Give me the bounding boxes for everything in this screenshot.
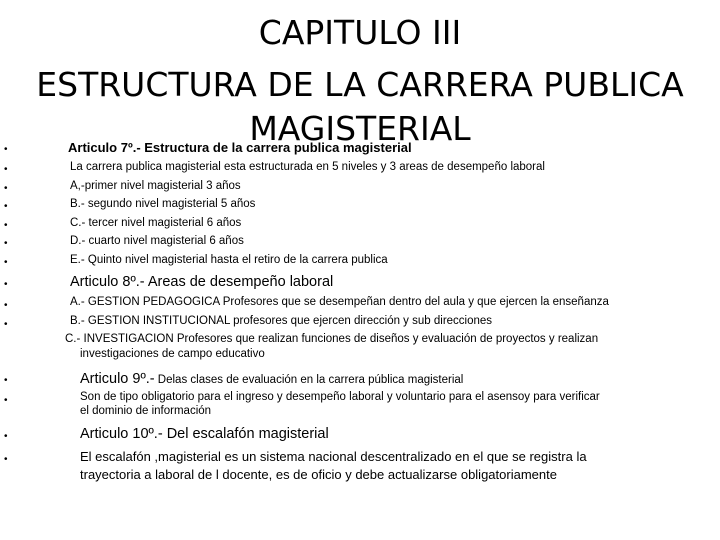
art9-heading-bold: Articulo 9º.- xyxy=(80,371,155,387)
art7-heading: Articulo 7º.- Estructura de la carrera publica magisterial xyxy=(68,140,412,155)
bullet-icon: • xyxy=(4,279,8,290)
art7-item: La carrera publica magisterial esta estructurada en 5 niveles y 3 areas de desempeño laboral xyxy=(70,161,545,173)
bullet-icon: • xyxy=(4,257,8,268)
bullet-icon: • xyxy=(4,375,8,386)
art7-item: E.- Quinto nivel magisterial hasta el retiro de la carrera publica xyxy=(70,254,388,266)
art8-item-b: B.- GESTION INSTITUCIONAL profesores que ejercen dirección y sub direcciones xyxy=(70,315,493,327)
bullet-icon: • xyxy=(4,395,8,406)
art7-item: A,-primer nivel magisterial 3 años xyxy=(70,180,241,192)
bullet-icon: • xyxy=(4,183,8,194)
bullet-icon: • xyxy=(4,319,8,330)
bullet-icon: • xyxy=(4,238,8,249)
bullet-icon: • xyxy=(4,201,8,212)
bullet-icon: • xyxy=(4,431,8,442)
bullet-icon: • xyxy=(4,220,8,231)
art7-item: B.- segundo nivel magisterial 5 años xyxy=(70,198,256,210)
art8-item-a: A.- GESTION PEDAGOGICA Profesores que se desempeñan dentro del aula y que ejercen la enseñanza xyxy=(70,296,609,308)
art8-item-c-cont: investigaciones de campo educativo xyxy=(80,348,265,360)
title-line-2: ESTRUCTURA DE LA CARRERA PUBLICA xyxy=(36,65,684,104)
bullet-icon: • xyxy=(4,454,8,465)
art10-body-cont: trayectoria a laboral de l docente, es de oficio y debe actualizarse obligatoriamente xyxy=(80,467,557,482)
art10-heading: Articulo 10º.- Del escalafón magisterial xyxy=(80,426,329,442)
art9-heading xyxy=(80,370,463,388)
art9-heading-rest: Delas clases de evaluación en la carrera pública magisterial xyxy=(154,374,464,386)
art9-body: Son de tipo obligatorio para el ingreso y desempeño laboral y voluntario para el asensoy para verificar xyxy=(80,391,600,403)
title-line-3: MAGISTERIAL xyxy=(249,109,471,148)
art9-body-cont: el dominio de información xyxy=(80,405,212,417)
art10-body: El escalafón ,magisterial es un sistema nacional descentralizado en el que se registra la xyxy=(80,449,587,464)
bullet-icon: • xyxy=(4,144,8,155)
bullet-icon: • xyxy=(4,164,8,175)
art7-item: D.- cuarto nivel magisterial 6 años xyxy=(70,235,244,247)
art7-item: C.- tercer nivel magisterial 6 años xyxy=(70,217,242,229)
bullet-icon: • xyxy=(4,300,8,311)
art8-heading: Articulo 8º.- Areas de desempeño laboral xyxy=(70,274,334,290)
art8-item-c: C.- INVESTIGACION Profesores que realizan funciones de diseños y evaluación de proyectos y realizan xyxy=(65,333,599,345)
title-line-1: CAPITULO III xyxy=(258,13,462,52)
